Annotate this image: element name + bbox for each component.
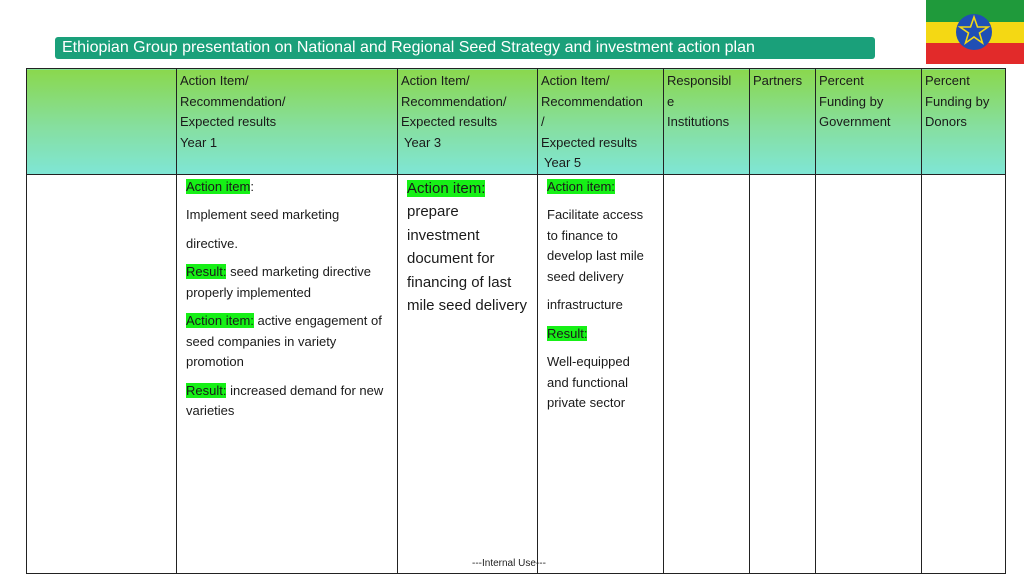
highlight-label: Action item:	[547, 178, 615, 194]
header-year1: Action Item/ Recommendation/ Expected results Year 1	[177, 69, 398, 175]
highlight-label: Result:	[547, 325, 588, 341]
slide-title: Ethiopian Group presentation on National and Regional Seed Strategy and investment action plan	[55, 37, 875, 59]
header-donor-funding: Percent Funding by Donors	[922, 69, 1006, 175]
responsible-cell	[664, 174, 750, 574]
table-row	[27, 174, 1006, 574]
header-row	[27, 69, 1006, 175]
year1-cell: Action item: Implement seed marketing directive. Result: seed marketing directive properly implemented Action item: active engagement of seed companies in variety promotion Result: increased demand for new varieties	[177, 174, 398, 574]
header-year3: Action Item/ Recommendation/ Expected results Year 3	[398, 69, 538, 175]
header-gov-funding: Percent Funding by Government	[816, 69, 922, 175]
partners-cell	[750, 174, 816, 574]
ethiopia-flag-icon	[926, 0, 1024, 64]
header-responsible: Responsibl e Institutions	[664, 69, 750, 175]
highlight-label: Result:	[186, 382, 227, 398]
highlight-label: Action item:	[186, 313, 254, 328]
year5-cell: Action item: Facilitate access to finance to develop last mile seed delivery infrastructure Result: Well-equipped and functional private sector	[538, 174, 664, 574]
blank-header-cell	[27, 69, 177, 175]
highlight-label: Result:	[186, 264, 227, 279]
year3-cell: Action item: prepare investment document for financing of last mile seed delivery	[398, 174, 538, 574]
donor-funding-cell	[922, 174, 1006, 574]
action-plan-table	[26, 68, 1006, 574]
highlight-label: Action item	[186, 178, 251, 194]
highlight-label: Action item:	[407, 179, 486, 197]
blank-cell	[27, 174, 177, 574]
gov-funding-cell	[816, 174, 922, 574]
header-year5: Action Item/ Recommendation / Expected results Year 5	[538, 69, 664, 175]
footer-label: ---Internal Use---	[472, 558, 546, 569]
header-partners: Partners	[750, 69, 816, 175]
